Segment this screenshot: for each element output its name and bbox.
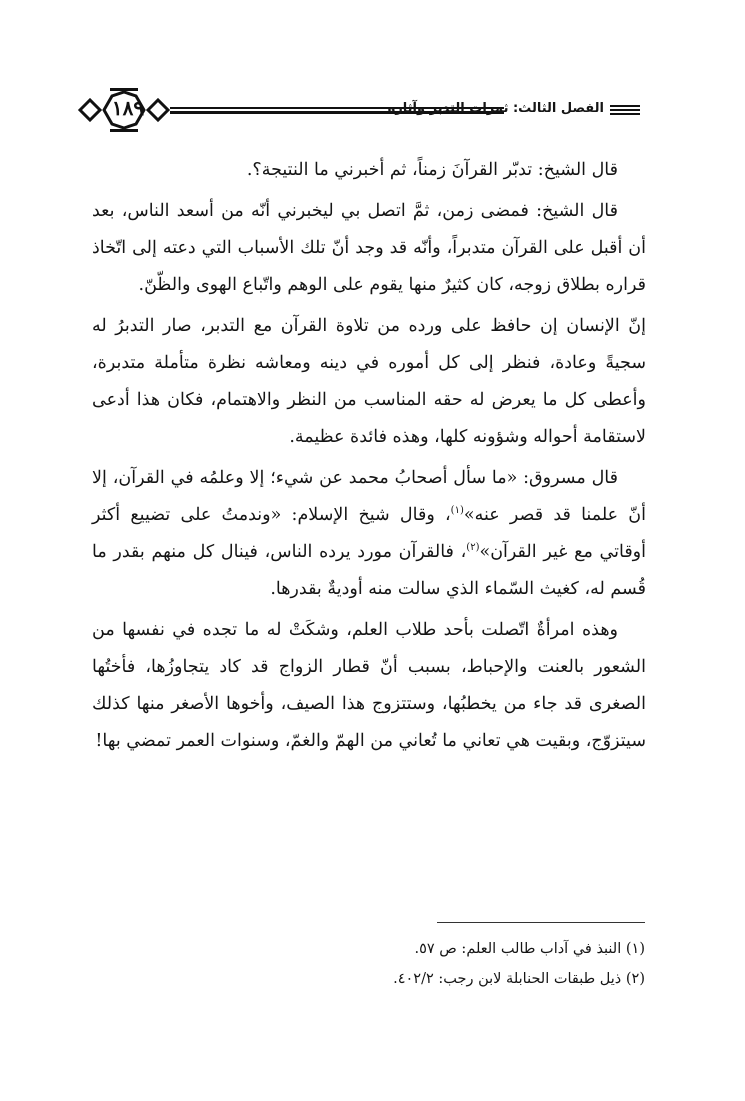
paragraph: وهذه امرأةٌ اتّصلت بأحد طلاب العلم، وشكَتْ له ما تجده في نفسها من الشعور بالعنت والإحباط، بسبب أنّ قطار الزواج قد كاد يتجاوزُها، فأختُها الصغرى قد جاء من يخطبُها، وستتزوج هذا الصيف، وأخوها الأصغر منها كذلك سيتزوّج، وبقيت هي تعاني ما تُعاني من الهمّ والغمّ، وسنوات العمر تمضي بها! [92, 620, 646, 751]
chapter-title: الفصل الثالث: ثمرات التدبر وآثاره [387, 101, 604, 116]
footnote-separator [437, 922, 645, 923]
footnote: (١) النبذ في آداب طالب العلم: ص ٥٧. [414, 941, 645, 957]
running-header [74, 82, 640, 138]
footnote: (٢) ذيل طبقات الحنابلة لابن رجب: ٤٠٢/٢. [393, 971, 645, 987]
header-bars-ornament [610, 105, 640, 117]
footnote-ref[interactable]: (١) [450, 505, 464, 517]
paragraph: قال الشيخ: تدبّر القرآنَ زمناً، ثم أخبرني ما النتيجة؟. [246, 160, 618, 180]
footnotes [91, 934, 645, 994]
page-number: ١٨٩ [111, 96, 145, 120]
footnote-ref[interactable]: (٢) [466, 542, 480, 554]
body-text [92, 152, 646, 764]
paragraph-with-footnotes [92, 460, 646, 608]
paragraph: إنّ الإنسان إن حافظ على ورده من تلاوة القرآن مع التدبر، صار التدبرُ له سجيةً وعادة، فنظر إلى كل أموره في دينه ومعاشه نظرة متأملة متدبرة، وأعطى كل ما يعرض له حقه المناسب من النظر والاهتمام، فكان هذا أدعى لاستقامة أحواله وشؤونه كلها، وهذه فائدة عظيمة. [92, 316, 646, 447]
paragraph: قال الشيخ: فمضى زمن، ثمَّ اتصل بي ليخبرني أنّه من أسعد الناس، بعد أن أقبل على القرآن متدبراً، وأنّه قد وجد أنّ تلك الأسباب التي دعته إلى اتّخاذ قراره بطلاق زوجه، كان كثيرٌ منها يقوم على الوهم واتّباع الهوى والظّنّ. [92, 201, 646, 295]
paragraph-text: ، فالقرآن مورد يرده الناس، فينال كل منهم بقدر ما قُسم له، كغيث السّماء الذي سالت منه أوديةٌ بقدرها. [92, 542, 646, 599]
paragraph-text: قال مسروق: «ما سأل أصحابُ محمد عن شيء؛ إلا وعلمُه في القرآن، إلا أنّ علمنا قد قصر عنه» [92, 468, 647, 525]
paragraph-text: ، وقال شيخ الإسلام: «وندمتُ على تضييع أكثر أوقاتي مع غير القرآن» [92, 505, 646, 562]
